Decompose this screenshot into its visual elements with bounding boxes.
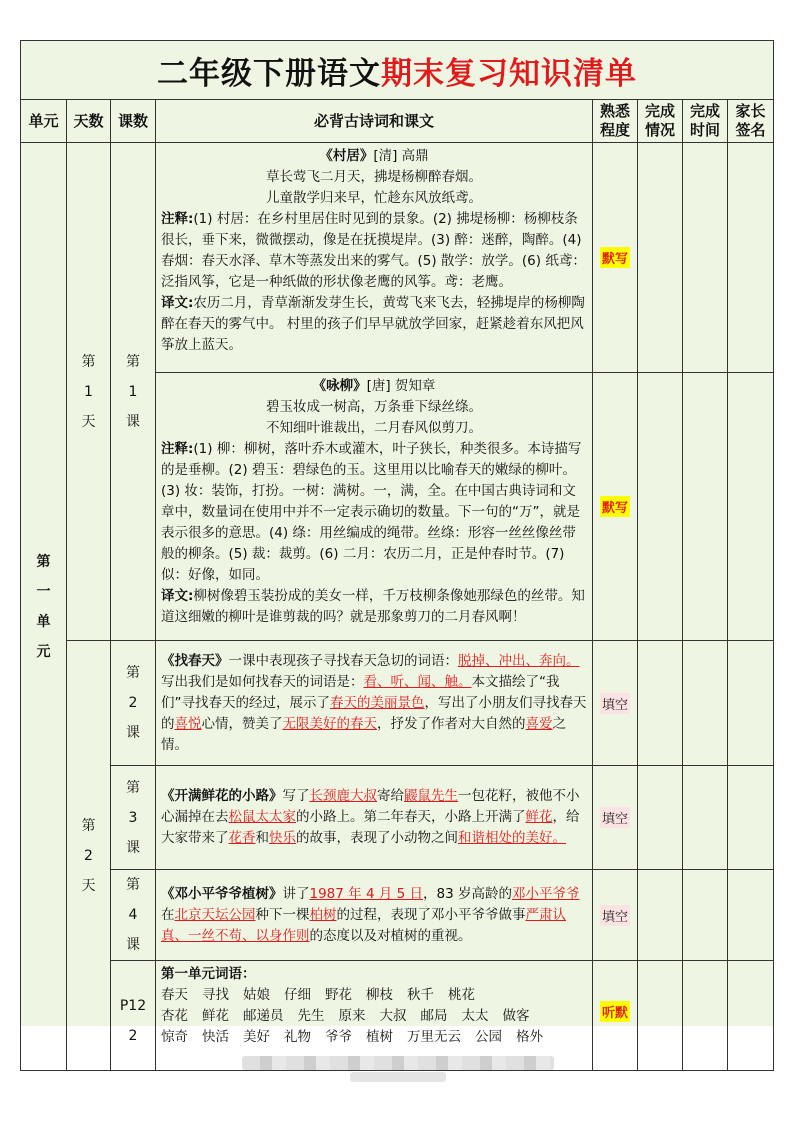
text: 的态度以及对植树的重视。 bbox=[309, 927, 472, 944]
header-content: 必背古诗词和课文 bbox=[156, 100, 593, 143]
poem-line: 草长莺飞二月天，拂堤杨柳醉春烟。 bbox=[266, 169, 482, 185]
text: 写了 bbox=[282, 788, 310, 804]
familiarity-cell bbox=[593, 766, 638, 870]
header-time-1: 完成 bbox=[689, 102, 720, 120]
checklist-sheet bbox=[20, 40, 773, 1045]
lesson-title: 《找春天》 bbox=[161, 652, 229, 669]
poem-line: 儿童散学归来早，忙趁东风放纸鸢。 bbox=[266, 190, 482, 206]
lesson-3-cell bbox=[111, 766, 156, 870]
poem-translation bbox=[161, 586, 587, 628]
key-phrase: 快乐 bbox=[269, 830, 296, 846]
text: 心情，赞美了 bbox=[201, 715, 283, 732]
text: ，抒发了作者对大自然的 bbox=[377, 715, 526, 732]
notes-label: 注释: bbox=[161, 441, 194, 457]
blurred-footer bbox=[242, 1056, 554, 1070]
key-phrase: 北京天坛公园 bbox=[174, 906, 256, 923]
text: 一包花籽，被他不小心漏掉在去 bbox=[161, 788, 580, 825]
lesson-xiaolu bbox=[156, 766, 593, 870]
key-phrase: 看、听、闻、触。 bbox=[363, 673, 472, 690]
day-2-cell bbox=[67, 641, 111, 1071]
key-phrase: 鲜花 bbox=[525, 809, 553, 825]
lesson-zhaochuntian bbox=[156, 641, 593, 766]
task-badge: 默写 bbox=[600, 247, 630, 268]
text: 种下一棵 bbox=[255, 906, 310, 923]
vocab-word: 植树 bbox=[366, 1029, 393, 1045]
header-done-1: 完成 bbox=[644, 102, 675, 120]
key-phrase: 无限美好的春天 bbox=[282, 715, 377, 732]
table-row bbox=[21, 766, 774, 870]
signature-cell[interactable] bbox=[728, 961, 774, 1071]
task-badge: 听默 bbox=[600, 1001, 630, 1022]
unit-char: 一 bbox=[36, 583, 51, 600]
lesson-char: 1 bbox=[128, 383, 138, 400]
vocab-word: 爷爷 bbox=[325, 1029, 352, 1045]
vocab-word: 仔细 bbox=[284, 987, 311, 1003]
header-row bbox=[21, 100, 774, 143]
lesson-char: 第 bbox=[126, 353, 140, 370]
day-char: 1 bbox=[84, 383, 93, 400]
signature-cell[interactable] bbox=[728, 870, 774, 961]
title-part-black: 二年级下册语文 bbox=[157, 55, 381, 92]
vocab-word: 快活 bbox=[202, 1029, 229, 1045]
poem-cunju bbox=[156, 143, 593, 373]
text: 一课中表现孩子寻找春天急切的词语： bbox=[228, 652, 458, 669]
notes-text: (1) 村居：在乡村里居住时见到的景象。(2) 拂堤杨柳：杨柳枝条很长，垂下来，微微摆动，像是在抚摸堤岸。(3) 醉：迷醉，陶醉。(4) 春烟：春天水泽、草木等蒸发出来的雾气。(5) 散学：放学。(6) 纸鸢：泛指风筝，它是一种纸做的形状像老鹰的风筝。鸢：老鹰。 bbox=[161, 211, 586, 290]
text: 寄给 bbox=[377, 788, 404, 804]
completion-cell[interactable] bbox=[638, 143, 683, 373]
vocab-word: 邮局 bbox=[420, 1008, 448, 1024]
vocab-word: 野花 bbox=[325, 987, 352, 1003]
checklist-table bbox=[20, 40, 774, 1071]
familiarity-cell bbox=[593, 961, 638, 1071]
key-phrase: 春天的美丽景色 bbox=[330, 694, 425, 711]
notes-text: (1) 柳：柳树，落叶乔木或灌木，叶子狭长，种类很多。本诗描写的是垂柳。(2) 碧玉：碧绿色的玉。这里用以比喻春天的嫩绿的柳叶。(3) 妆：装饰，打扮。一树：满树。一，满，全。在中国古典诗词和文章中，数量词在使用中并不一定表示确切的数量。下一句的“万”，就是表示很多的意思。(4) 绦：用丝编成的绳带。丝绦：形容一丝丝像丝带般的柳条。(5) 裁：裁剪。(6) 二月：农历二月，正是仲春时节。(7) 似：好像，如同。 bbox=[161, 441, 582, 583]
header-fam-1: 熟悉 bbox=[599, 102, 630, 120]
lesson-1-cell bbox=[111, 143, 156, 641]
lesson-char: 课 bbox=[126, 839, 140, 856]
table-row bbox=[21, 641, 774, 766]
vocab-word: 姑娘 bbox=[243, 987, 270, 1003]
signature-cell[interactable] bbox=[728, 373, 774, 641]
vocab-word: 大叔 bbox=[379, 1008, 407, 1024]
text: 的故事，表现了小动物之间 bbox=[296, 830, 458, 846]
lesson-char: 3 bbox=[128, 809, 138, 826]
title-part-red: 期末复习知识清单 bbox=[381, 55, 637, 92]
time-cell[interactable] bbox=[683, 766, 728, 870]
lesson-title: 《邓小平爷爷植树》 bbox=[161, 885, 283, 902]
lesson-char: 第 bbox=[126, 779, 140, 796]
day-char: 第 bbox=[81, 353, 96, 370]
familiarity-cell bbox=[593, 143, 638, 373]
poem-author: [清] 高鼎 bbox=[373, 148, 429, 164]
lesson-zhishu bbox=[156, 870, 593, 961]
key-phrase: 1987 年 4 月 5 日 bbox=[309, 885, 423, 902]
poem-yongliu bbox=[156, 373, 593, 641]
text: ，83 岁高龄的 bbox=[423, 885, 512, 902]
header-unit: 单元 bbox=[21, 100, 67, 143]
text: 的小路上。第二年春天，小路上开满了 bbox=[296, 809, 526, 825]
poem-title: 《村居》 bbox=[319, 148, 374, 164]
key-phrase: 邓小平爷爷 bbox=[511, 885, 580, 902]
poem-line: 碧玉妆成一树高，万条垂下绿丝绦。 bbox=[266, 399, 482, 415]
poem-heading bbox=[161, 146, 587, 167]
lesson-char: 4 bbox=[128, 907, 138, 923]
key-phrase: 松鼠太太家 bbox=[228, 809, 296, 825]
task-badge: 填空 bbox=[600, 807, 630, 828]
completion-cell[interactable] bbox=[638, 870, 683, 961]
vocab-row bbox=[161, 985, 587, 1006]
lesson-char: 课 bbox=[126, 413, 140, 430]
blurred-footer-secondary bbox=[350, 1072, 446, 1082]
text: 的过程，表现了邓小平爷爷做事 bbox=[336, 906, 526, 923]
familiarity-cell bbox=[593, 870, 638, 961]
text: 写出我们是如何找春天的词语是： bbox=[161, 673, 364, 690]
table-row bbox=[21, 870, 774, 961]
key-phrase: 喜爱 bbox=[525, 715, 553, 732]
poem-title: 《咏柳》 bbox=[312, 378, 367, 394]
unit-cell bbox=[21, 143, 67, 1071]
key-phrase: 脱掉、冲出、奔向。 bbox=[458, 652, 580, 669]
vocab-word: 美好 bbox=[243, 1029, 270, 1045]
vocab-word: 做客 bbox=[502, 1008, 530, 1024]
vocab-word: 太太 bbox=[461, 1008, 489, 1024]
header-time bbox=[683, 100, 728, 143]
poem-author: [唐] 贺知章 bbox=[366, 378, 436, 394]
text: 本文描绘了“我们”寻找春天的经过，展示了 bbox=[161, 673, 560, 711]
lesson-title: 《开满鲜花的小路》 bbox=[161, 788, 283, 804]
poem-line: 不知细叶谁裁出，二月春风似剪刀。 bbox=[266, 420, 482, 436]
unit-char: 第 bbox=[36, 553, 51, 570]
task-badge: 默写 bbox=[600, 496, 630, 517]
time-cell[interactable] bbox=[683, 373, 728, 641]
key-phrase: 柏树 bbox=[309, 906, 337, 923]
vocab-word: 柳枝 bbox=[366, 987, 393, 1003]
vocab-title: 第一单元词语： bbox=[161, 966, 256, 982]
lesson-char: 2 bbox=[128, 1028, 138, 1044]
vocab-word: 礼物 bbox=[284, 1029, 311, 1045]
completion-cell[interactable] bbox=[638, 766, 683, 870]
time-cell[interactable] bbox=[683, 961, 728, 1071]
text: 之情。 bbox=[161, 715, 566, 753]
text: 在 bbox=[161, 906, 175, 923]
time-cell[interactable] bbox=[683, 143, 728, 373]
day-char: 2 bbox=[84, 847, 93, 864]
lesson-char: 课 bbox=[126, 937, 140, 953]
header-done-2: 情况 bbox=[644, 121, 675, 139]
notes-label: 注释: bbox=[161, 211, 194, 227]
unit-char: 单 bbox=[36, 613, 51, 630]
page-title bbox=[21, 41, 774, 100]
translation-label: 译文: bbox=[161, 588, 194, 604]
lesson-char: P12 bbox=[119, 998, 147, 1014]
text: ，写出了小朋友们寻找春天的 bbox=[161, 694, 587, 732]
vocab-word: 寻找 bbox=[202, 987, 229, 1003]
poem-notes bbox=[161, 439, 587, 586]
completion-cell[interactable] bbox=[638, 641, 683, 766]
completion-cell[interactable] bbox=[638, 961, 683, 1071]
vocab-word: 先生 bbox=[297, 1008, 325, 1024]
vocab-word: 万里无云 bbox=[407, 1029, 461, 1045]
vocab-word: 邮递员 bbox=[243, 1008, 284, 1024]
vocab-word: 杏花 bbox=[161, 1008, 188, 1024]
key-phrase: 花香 bbox=[228, 830, 256, 846]
key-phrase: 和谐相处的美好。 bbox=[458, 830, 566, 846]
text: ，给大家带来了 bbox=[161, 809, 580, 846]
translation-text: 农历二月，青草渐渐发芽生长，黄莺飞来飞去，轻拂堤岸的杨柳陶醉在春天的雾气中。 村里的孩子们早早就放学回家，赶紧趁着东风把风筝放上蓝天。 bbox=[161, 295, 585, 353]
lesson-2-cell bbox=[111, 641, 156, 766]
day-1-cell bbox=[67, 143, 111, 641]
familiarity-cell bbox=[593, 373, 638, 641]
vocab-word: 公园 bbox=[475, 1029, 502, 1045]
header-familiarity bbox=[593, 100, 638, 143]
key-phrase: 严肃认真、一丝不苟、以身作则 bbox=[161, 906, 566, 944]
poem-translation bbox=[161, 293, 587, 356]
table-row bbox=[21, 143, 774, 373]
lesson-char: 第 bbox=[126, 877, 140, 893]
key-phrase: 鼹鼠先生 bbox=[404, 788, 458, 804]
day-char: 天 bbox=[81, 877, 96, 894]
vocab-word: 春天 bbox=[161, 987, 188, 1003]
lesson-char: 第 bbox=[126, 665, 140, 681]
vocab-word: 桃花 bbox=[448, 987, 475, 1003]
header-lesson: 课数 bbox=[111, 100, 156, 143]
completion-cell[interactable] bbox=[638, 373, 683, 641]
signature-cell[interactable] bbox=[728, 143, 774, 373]
vocab-word: 惊奇 bbox=[161, 1029, 188, 1045]
vocab-word: 秋千 bbox=[407, 987, 434, 1003]
vocab-row bbox=[161, 1027, 587, 1048]
task-badge: 填空 bbox=[600, 693, 630, 714]
header-fam-2: 程度 bbox=[599, 121, 630, 139]
unit-vocabulary bbox=[156, 961, 593, 1071]
key-phrase: 喜悦 bbox=[174, 715, 202, 732]
day-char: 第 bbox=[81, 817, 96, 834]
lesson-char: 课 bbox=[126, 725, 140, 741]
header-time-2: 时间 bbox=[689, 121, 720, 139]
vocab-row bbox=[161, 1006, 587, 1027]
time-cell[interactable] bbox=[683, 641, 728, 766]
vocab-word: 格外 bbox=[516, 1029, 543, 1045]
signature-cell[interactable] bbox=[728, 766, 774, 870]
lesson-p122-cell bbox=[111, 961, 156, 1071]
poem-notes bbox=[161, 209, 587, 293]
translation-label: 译文: bbox=[161, 295, 194, 311]
header-completion bbox=[638, 100, 683, 143]
header-parent bbox=[728, 100, 774, 143]
familiarity-cell bbox=[593, 641, 638, 766]
header-parent-1: 家长 bbox=[735, 102, 766, 120]
table-row bbox=[21, 961, 774, 1071]
unit-char: 元 bbox=[36, 643, 51, 660]
time-cell[interactable] bbox=[683, 870, 728, 961]
task-badge: 填空 bbox=[600, 905, 630, 926]
text: 和 bbox=[255, 830, 269, 846]
vocab-word: 原来 bbox=[338, 1008, 366, 1024]
poem-heading bbox=[161, 376, 587, 397]
lesson-char: 2 bbox=[128, 695, 138, 711]
day-char: 天 bbox=[81, 413, 96, 430]
signature-cell[interactable] bbox=[728, 641, 774, 766]
header-day: 天数 bbox=[67, 100, 111, 143]
key-phrase: 长颈鹿大叔 bbox=[309, 788, 377, 804]
text: 讲了 bbox=[282, 885, 310, 902]
translation-text: 柳树像碧玉装扮成的美女一样，千万枝柳条像她那绿色的丝带。知道这细嫩的柳叶是谁剪裁的吗？就是那象剪刀的二月春风啊！ bbox=[161, 588, 585, 625]
header-parent-2: 签名 bbox=[735, 121, 766, 139]
lesson-4-cell bbox=[111, 870, 156, 961]
vocab-word: 鲜花 bbox=[202, 1008, 229, 1024]
